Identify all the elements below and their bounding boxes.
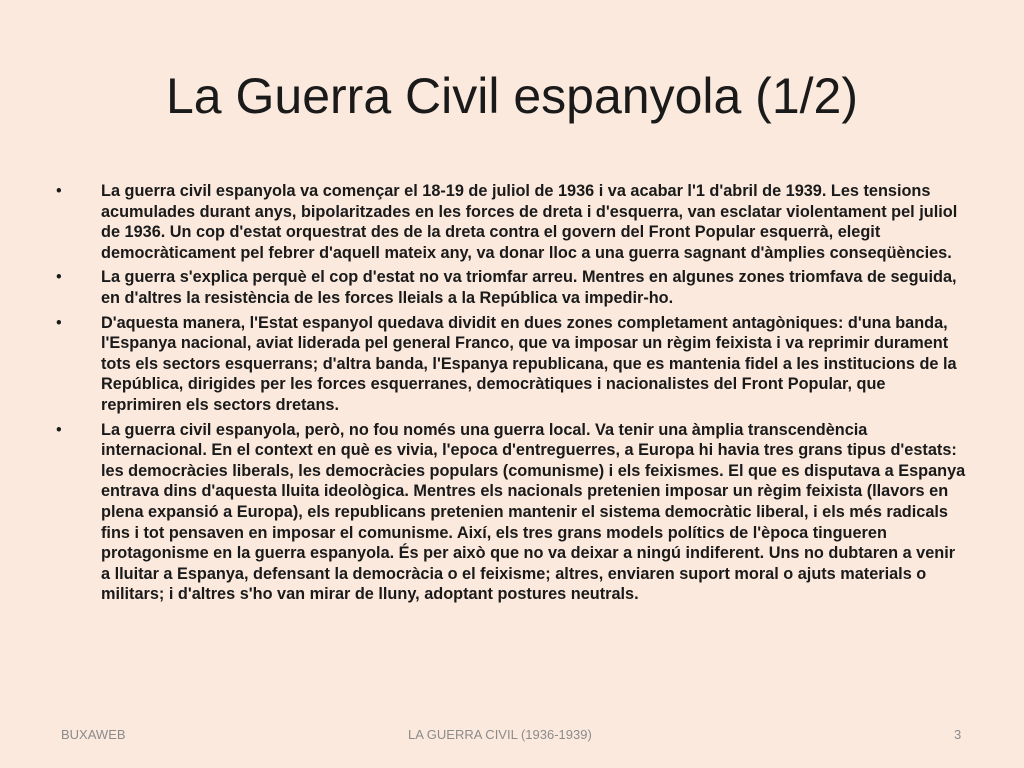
- bullet-text: La guerra civil espanyola va començar el 18-19 de juliol de 1936 i va acabar l'1 d'abril de 1939. Les tensions acumulades durant anys, bipolaritzades en les forces de dreta i d'esquerra, van esclatar violentament pel juliol de 1936. Un cop d'estat orquestrat des de la dreta contra el govern del Front Popular esquerrà, elegit democràticament pel febrer d'aquell mateix any, va donar lloc a una guerra sagnant d'àmplies conseqüències.: [101, 182, 958, 262]
- slide-title: La Guerra Civil espanyola (1/2): [166, 68, 858, 124]
- bullet-dot-icon: •: [56, 268, 62, 287]
- bullet-list: [56, 181, 968, 609]
- bullet-dot-icon: •: [56, 182, 62, 200]
- footer-author: BUXAWEB: [61, 727, 126, 742]
- bullet-item: [56, 313, 968, 416]
- footer-title: LA GUERRA CIVIL (1936-1939): [408, 727, 592, 742]
- bullet-text: La guerra civil espanyola, però, no fou només una guerra local. Va tenir una àmplia transcendència internacional. En el context en què es vivia, l'epoca d'entreguerres, a Europa hi havia tres grans tipus d'estats: les democràcies liberals, les democràcies populars (comunisme) i els feixismes. El que es disputava a Espanya entrava dins d'aquesta lluita ideològica. Mentres els nacionals pretenien imposar un règim feixista (llavors en plena expansió a Europa), els republicans pretenien mantenir el sistema democràtic liberal, i els més radicals fins i tot pensaven en imposar el comunisme. Així, els tres grans models polítics de l'època tingueren protagonisme en la guerra espanyola. És per això que no va deixar a ningú indiferent. Uns no dubtaren a venir a lluitar a Espanya, defensant la democràcia o el feixisme; altres, enviaren suport moral o ajuts materials o militars; i d'altres s'ho van mirar de lluny, adoptant postures neutrals.: [101, 420, 966, 604]
- bullet-item: [56, 420, 968, 605]
- bullet-dot-icon: •: [56, 420, 62, 439]
- bullet-item: [56, 267, 968, 308]
- bullet-text: La guerra s'explica perquè el cop d'estat no va triomfar arreu. Mentres en algunes zones triomfava de seguida, en d'altres la resistència de les forces lleials a la República va impedir-ho.: [101, 268, 957, 307]
- page-number: 3: [954, 727, 962, 742]
- bullet-dot-icon: •: [56, 313, 62, 332]
- bullet-text: D'aquesta manera, l'Estat espanyol quedava dividit en dues zones completament antagòniques: d'una banda, l'Espanya nacional, aviat liderada pel general Franco, que va imposar un règim feixista i va reprimir durament tots els sectors esquerrans; d'altra banda, l'Espanya republicana, que es mantenia fidel a les institucions de la República, dirigides per les forces esquerranes, democràtiques i nacionalistes del Front Popular, que reprimiren els sectors dretans.: [101, 313, 957, 414]
- bullet-item: [56, 181, 968, 263]
